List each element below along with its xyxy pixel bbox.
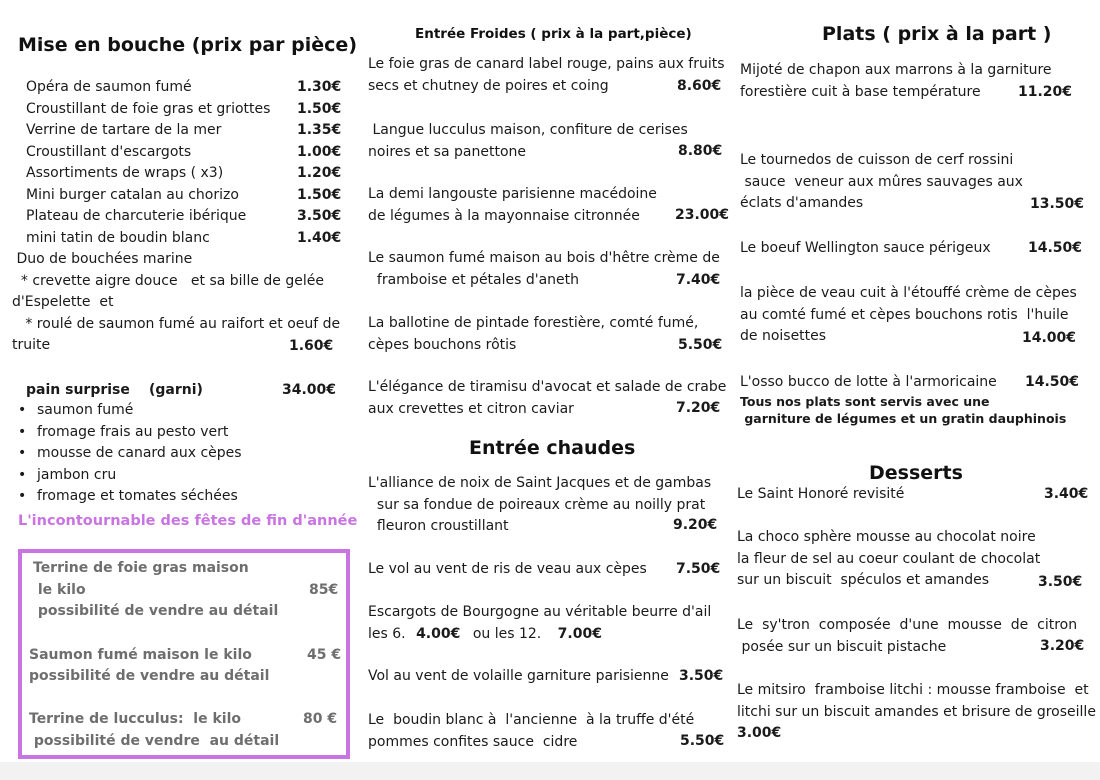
dish-line: de noisettes [740, 328, 827, 344]
dish-price: 3.00€ [737, 725, 782, 741]
dish-price: 3.50€ [679, 668, 724, 684]
dish-line: Le vol au vent de ris de veau aux cèpes [368, 561, 647, 577]
bullet-item: • saumon fumé [18, 400, 242, 422]
note-line: garniture de légumes et un gratin dauphinois [740, 411, 1067, 426]
dish-price: 5.50€ [680, 733, 725, 749]
dish-line: secs et chutney de poires et coing [368, 77, 609, 94]
promo-line: possibilité de vendre au détail [33, 603, 279, 619]
item-name: Plateau de charcuterie ibérique [26, 208, 247, 224]
item-price: 3.50€ [297, 208, 342, 224]
dish-line-prices [368, 624, 711, 646]
dish-price: 8.80€ [678, 143, 723, 159]
item-price: 1.00€ [297, 144, 342, 160]
dish-price: 7.50€ [676, 561, 721, 577]
entree-chaudes-title: Entrée chaudes [469, 437, 636, 459]
promo-price: 80 € [303, 711, 338, 727]
dish-line: La ballotine de pintade forestière, comté fumé, [368, 315, 699, 331]
promo-line: possibilité de vendre au détail [29, 733, 280, 749]
pain-surprise-label: pain surprise [26, 382, 130, 398]
plats-note [740, 393, 1066, 427]
item-name: Assortiments de wraps ( x3) [26, 165, 224, 181]
dish-price: 7.00€ [557, 625, 602, 642]
dish-line: Vol au vent de volaille garniture parisienne [368, 668, 669, 684]
dessert-item [737, 527, 1040, 592]
dish-line: sur un biscuit spéculos et amandes [737, 572, 990, 588]
entree-froides-title: Entrée Froides ( prix à la part,pièce) [415, 26, 692, 42]
portion-label: les 6. [368, 625, 406, 642]
item-price: 1.50€ [297, 187, 342, 203]
promo-line: possibilité de vendre au détail [29, 668, 270, 684]
dish-price: 13.50€ [1030, 196, 1085, 212]
dish-price: 7.20€ [676, 400, 721, 416]
chaude-item [368, 559, 647, 581]
holiday-tagline: L'incontournable des fêtes de fin d'année [18, 513, 358, 529]
dish-line: Langue lucculus maison, confiture de cerises [368, 122, 688, 138]
promo-line: le kilo [33, 582, 86, 598]
plat-item [740, 150, 1023, 215]
froide-item [368, 313, 698, 356]
dish-price: 4.00€ [416, 625, 461, 642]
duo-price: 1.60€ [289, 338, 334, 354]
portion-label: ou les 12. [472, 625, 542, 642]
chaude-item [368, 602, 711, 645]
duo-line: * crevette aigre douce et sa bille de gelée [12, 272, 324, 289]
froide-item [368, 248, 720, 291]
plat-item [740, 60, 1052, 103]
item-name: Croustillant de foie gras et griottes [26, 101, 271, 117]
item-price: 1.20€ [297, 165, 342, 181]
item-price: 1.30€ [297, 79, 342, 95]
dish-line: forestière cuit à base température [740, 83, 981, 100]
dish-line: La demi langouste parisienne macédoine [368, 186, 657, 202]
promo-box [18, 549, 350, 759]
dessert-item [737, 484, 904, 506]
dish-line: la pièce de veau cuit à l'étouffé crème de cèpes [740, 285, 1077, 301]
duo-line: truite [12, 337, 51, 353]
item-price: 1.40€ [297, 230, 342, 246]
promo-line: Terrine de foie gras maison [33, 560, 249, 576]
dish-price: 8.60€ [677, 78, 722, 94]
dessert-item [737, 615, 1077, 658]
item-name: Mini burger catalan au chorizo [26, 187, 239, 203]
dish-line: L'alliance de noix de Saint Jacques et de gambas [368, 475, 712, 491]
dish-line: pommes confites sauce cidre [368, 733, 578, 750]
dish-price: 14.50€ [1025, 374, 1080, 390]
plat-item [740, 372, 997, 394]
dish-line: La choco sphère mousse au chocolat noire [737, 529, 1036, 545]
pain-surprise-bullets [18, 400, 242, 508]
dish-line: L'osso bucco de lotte à l'armoricaine [740, 374, 997, 390]
dish-line: Escargots de Bourgogne au véritable beurre d'ail [368, 604, 712, 620]
dish-line: Le boudin blanc à l'ancienne à la truffe d'été [368, 712, 695, 728]
dessert-item [737, 680, 1096, 745]
bullet-item: • mousse de canard aux cèpes [18, 443, 242, 465]
dish-line: Le sy'tron composée d'une mousse de citron [737, 617, 1078, 633]
dish-line: Mijoté de chapon aux marrons à la garniture [740, 62, 1052, 78]
dish-price: 14.50€ [1028, 240, 1083, 256]
dish-price: 3.20€ [1040, 638, 1085, 654]
duo-line: d'Espelette et [12, 294, 114, 310]
dish-line: Le mitsiro framboise litchi : mousse framboise et [737, 682, 1089, 698]
item-name: mini tatin de boudin blanc [26, 230, 210, 246]
bullet-item: • fromage frais au pesto vert [18, 422, 242, 444]
item-price: 1.50€ [297, 101, 342, 117]
item-name: Croustillant d'escargots [26, 144, 192, 160]
pain-surprise-garni: (garni) [149, 382, 203, 398]
dish-line: posée sur un biscuit pistache [737, 638, 947, 655]
dish-line: L'élégance de tiramisu d'avocat et salade de crabe [368, 379, 727, 395]
dish-price: 11.20€ [1018, 84, 1073, 100]
dish-price: 9.20€ [673, 517, 718, 533]
dish-line: sur sa fondue de poireaux crème au noilly prat [368, 496, 706, 513]
dish-line: framboise et pétales d'aneth [368, 271, 580, 288]
dish-line: la fleur de sel au coeur coulant de chocolat [737, 550, 1041, 567]
dish-price: 3.50€ [1038, 574, 1083, 590]
dish-line: Le foie gras de canard label rouge, pains aux fruits [368, 56, 725, 72]
promo-line: Saumon fumé maison le kilo [29, 647, 252, 663]
mise-en-bouche-title: Mise en bouche (prix par pièce) [18, 34, 358, 56]
promo-price: 85€ [309, 582, 339, 598]
dish-line: sauce veneur aux mûres sauvages aux [740, 173, 1023, 190]
item-name: Verrine de tartare de la mer [26, 122, 222, 138]
dish-line: Le boeuf Wellington sauce périgeux [740, 240, 991, 256]
bullet-item: • fromage et tomates séchées [18, 486, 242, 508]
plat-item [740, 238, 991, 260]
dish-price: 3.40€ [1044, 486, 1089, 502]
pain-surprise-price: 34.00€ [282, 382, 337, 398]
dish-line: Le Saint Honoré revisité [737, 486, 905, 502]
dish-line: de légumes à la mayonnaise citronnée [368, 207, 640, 224]
promo-price: 45 € [307, 647, 342, 663]
dish-price: 14.00€ [1022, 330, 1077, 346]
froide-item [368, 54, 725, 97]
bottom-strip [0, 762, 1100, 780]
dish-line: éclats d'amandes [740, 195, 864, 211]
duo-line: * roulé de saumon fumé au raifort et oeuf de [12, 315, 341, 332]
dish-line: noires et sa panettone [368, 143, 526, 160]
dish-line: litchi sur un biscuit amandes et brisure de groseille [737, 703, 1096, 720]
froide-item [368, 377, 726, 420]
dish-line: fleuron croustillant [368, 518, 509, 534]
dish-line: Le saumon fumé maison au bois d'hêtre crème de [368, 250, 720, 266]
dish-line: Le tournedos de cuisson de cerf rossini [740, 152, 1014, 168]
froide-item [368, 120, 688, 163]
item-price: 1.35€ [297, 122, 342, 138]
duo-line: Duo de bouchées marine [12, 251, 193, 267]
chaude-item [368, 473, 711, 538]
chaude-item [368, 666, 669, 688]
dish-line: aux crevettes et citron caviar [368, 400, 574, 417]
desserts-title: Desserts [869, 462, 963, 484]
promo-line: Terrine de lucculus: le kilo [29, 711, 241, 727]
plats-title: Plats ( prix à la part ) [822, 23, 1052, 45]
item-name: Opéra de saumon fumé [26, 79, 192, 95]
dish-price: 7.40€ [676, 272, 721, 288]
note-line: Tous nos plats sont servis avec une [740, 394, 990, 409]
dish-line: au comté fumé et cèpes bouchons rotis l'huile [740, 306, 1069, 323]
froide-item [368, 184, 657, 227]
dish-price: 5.50€ [678, 337, 723, 353]
dish-line: cèpes bouchons rôtis [368, 336, 517, 353]
chaude-item [368, 710, 694, 753]
bullet-item: • jambon cru [18, 465, 242, 487]
dish-price: 23.00€ [675, 207, 730, 223]
